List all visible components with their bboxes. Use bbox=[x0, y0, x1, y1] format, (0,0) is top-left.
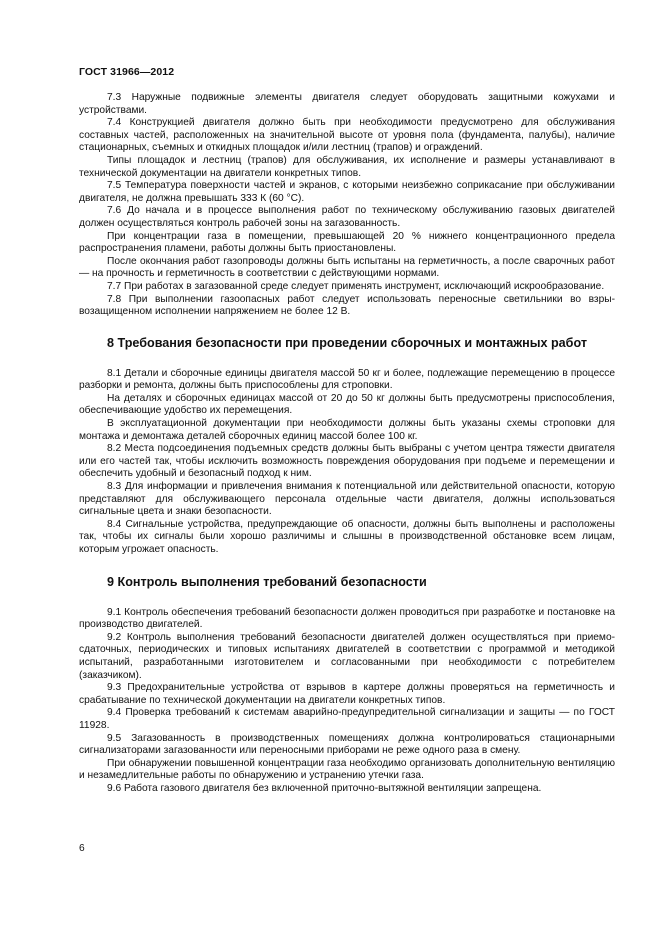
paragraph-7-7: 7.7 При работах в загазованной среде следует применять инструмент, исключающий искрообразование. bbox=[107, 280, 605, 292]
document-header-id: ГОСТ 31966—2012 bbox=[79, 66, 175, 78]
paragraph-9-4: 9.4 Проверка требований к системам аварийно-предупредительной сигнализации и защиты — по ГОСТ 11928. bbox=[79, 707, 615, 731]
paragraph-7-4-types: Типы площадок и лестниц (трапов) для обслуживания, их исполнение и размеры устанавливают в технической документации на двигатели конкретных типов. bbox=[79, 154, 615, 179]
paragraph-7-6: 7.6 До начала и в процессе выполнения работ по техническому обслуживанию газовых двигателей должен осуществляться контроль рабочей зоны на загазованность. bbox=[79, 205, 615, 229]
paragraph-7-6-concentration: При концентрации газа в помещении, превышающей 20 % нижнего концентрационного предела распространения пламени, работы должны быть приостановлены. bbox=[79, 230, 615, 255]
paragraph-7-4: 7.4 Конструкцией двигателя должно быть при необходимости предусмотрено для обслуживания составных частей, расположенных на значительной высоте от уровня пола (фундамента, палубы), наличие стационарных, съемных и откидных площадок и/или лестниц (трапов) и ограждений. bbox=[79, 117, 615, 154]
paragraph-8-4: 8.4 Сигнальные устройства, предупреждающие об опасности, должны быть выполнены и расположены так, чтобы их сигналы были хорошо различимы и слышны в производственной обстановке всем лицам, которым угрожает опасность. bbox=[79, 518, 615, 555]
paragraph-8-3: 8.3 Для информации и привлечения внимания к потенциальной или действительной опасности, которую представляют для обслуживающего персонала отдельные части двигателя, должны использоваться сигнальные цвета и знаки безопасности. bbox=[79, 481, 615, 518]
paragraph-8-1-small-parts: На деталях и сборочных единицах массой от 20 до 50 кг должны быть предусмотрены приспособления, обеспечивающие удобство их перемещения. bbox=[79, 392, 615, 417]
paragraph-9-3: 9.3 Предохранительные устройства от взрывов в картере должны проверяться на герметичность и срабатывание по технической документации на двигатели конкретных типов. bbox=[79, 682, 615, 706]
paragraph-7-3: 7.3 Наружные подвижные элементы двигателя следует оборудовать защитными кожухами и устройствами. bbox=[79, 92, 615, 116]
paragraph-8-2: 8.2 Места подсоединения подъемных средств должны быть выбраны с учетом центра тяжести двигателя или его частей так, чтобы исключить возможность повреждения оборудования при подъеме и перемещении и обеспечить удобный и безопасный подход к ним. bbox=[79, 443, 615, 480]
page-content bbox=[79, 92, 615, 796]
paragraph-8-1: 8.1 Детали и сборочные единицы двигателя массой 50 кг и более, подлежащие перемещению в процессе разборки и ремонта, должны быть приспособлены для строповки. bbox=[79, 367, 615, 392]
paragraph-9-5: 9.5 Загазованность в производственных помещениях должна контролироваться стационарными сигнализаторами загазованности или переносными приборами не реже одного раза в смену. bbox=[79, 732, 615, 757]
paragraph-9-6: 9.6 Работа газового двигателя без включенной приточно-вытяжной вентиляции запрещена. bbox=[107, 782, 542, 794]
paragraph-9-5-detection: При обнаружении повышенной концентрации газа необходимо организовать дополнительную вентиляцию и незамедлительные работы по обнаружению и устранению утечки газа. bbox=[79, 757, 615, 782]
paragraph-9-2: 9.2 Контроль выполнения требований безопасности двигателей должен осуществляться при приемо-сдаточных, периодических и типовых испытаниях двигателей в соответствии с программой и методикой испытаний, разработанными изготовителем и согласованными при необходимости с потребителем (заказчиком). bbox=[79, 631, 615, 681]
paragraph-7-6-after-works: После окончания работ газопроводы должны быть испытаны на герметичность, а после сварочных работ — на прочность и герметичность в соответствии с действующими нормами. bbox=[79, 255, 615, 280]
section-8-heading: 8 Требования безопасности при проведении сборочных и монтажных работ bbox=[107, 335, 588, 350]
section-9-heading: 9 Контроль выполнения требований безопасности bbox=[107, 574, 427, 589]
paragraph-9-1: 9.1 Контроль обеспечения требований безопасности должен проводиться при разработке и постановке на производство двигателей. bbox=[79, 606, 615, 631]
paragraph-8-1-documentation: В эксплуатационной документации при необходимости должны быть указаны схемы строповки для монтажа и демонтажа деталей сборочных единиц массой более 100 кг. bbox=[79, 418, 615, 442]
page-number: 6 bbox=[79, 843, 85, 854]
paragraph-7-5: 7.5 Температура поверхности частей и экранов, с которыми неизбежно соприкасание при обслуживании двигателя, не должна превышать 333 К (60 °С). bbox=[79, 180, 615, 204]
paragraph-7-8: 7.8 При выполнении газоопасных работ следует использовать переносные светильники во взрывозащищенном исполнении напряжением не более 12 В. bbox=[79, 293, 615, 318]
